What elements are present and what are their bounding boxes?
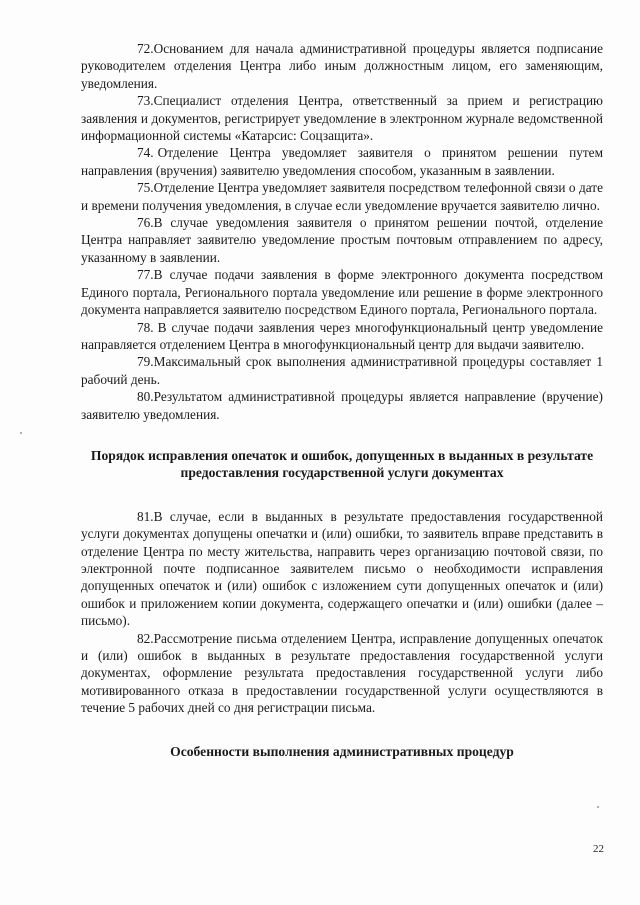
scan-speck [20, 432, 22, 434]
paragraph-74 [81, 144, 603, 179]
paragraph-text: Отделение Центра уведомляет заявителя посредством телефонной связи о дате и времени получения уведомления, в случае если уведомление вручается заявителю лично. [81, 180, 603, 213]
scan-speck [597, 806, 599, 808]
paragraph-number: 74. [137, 145, 154, 161]
section-heading-features: Особенности выполнения административных процедур [170, 743, 514, 759]
paragraph-number: 73. [137, 93, 154, 109]
paragraph-82 [81, 630, 603, 717]
paragraph-81 [81, 508, 603, 630]
page-number: 22 [593, 843, 604, 855]
paragraph-72 [81, 40, 603, 92]
paragraph-number: 72. [137, 41, 154, 56]
paragraph-text: Отделение Центра уведомляет заявителя о принятом решении путем направления (вручения) заявителю уведомления способом, указанным в заявлении. [81, 145, 603, 178]
paragraph-78 [81, 319, 603, 354]
paragraph-text: Максимальный срок выполнения административной процедуры составляет 1 рабочий день. [81, 354, 603, 387]
paragraph-number: 75. [137, 180, 154, 196]
paragraph-text: Основанием для начала административной процедуры является подписание руководителем отделения Центра либо иным должностным лицом, его заменяющим, уведомления. [81, 41, 603, 91]
paragraph-80 [81, 388, 603, 423]
paragraph-number: 82. [137, 630, 154, 646]
paragraph-text: В случае уведомления заявителя о принятом решении почтой, отделение Центра направляет заявителю уведомление простым почтовым отправлением по адресу, указанному в заявлении. [81, 215, 603, 265]
paragraph-text: Рассмотрение письма отделением Центра, исправление допущенных опечаток и (или) ошибок в выданных в результате предоставления государственной услуги документах, оформление результата предоставления государственной услуги либо мотивированного отказа в предоставлении государственной услуги осуществляются в течение 5 рабочих дней со дня регистрации письма. [81, 630, 603, 716]
paragraph-text: В случае, если в выданных в результате предоставления государственной услуги документах допущены опечатки и (или) ошибки, то заявитель вправе представить в отделение Центра по месту жительства, направить через организацию почтовой связи, по электронной почте подписанное заявителем письмо о необходимости исправления допущенных опечаток и (или) ошибок с изложением сути допущенных опечаток и (или) ошибок и приложением копии документа, содержащего опечатки и (или) ошибки (далее – письмо). [81, 508, 603, 629]
paragraph-number: 78. [137, 319, 154, 335]
paragraph-number: 81. [137, 508, 154, 524]
section-heading-corrections: Порядок исправления опечаток и ошибок, допущенных в выданных в результате предоставления государственной услуги документах [90, 447, 594, 481]
paragraph-text: Результатом административной процедуры является направление (вручение) заявителю уведомления. [81, 389, 603, 422]
paragraph-text: В случае подачи заявления через многофункциональный центр уведомление направляется отделением Центра в многофункциональный центр для выдачи заявителю. [81, 319, 603, 352]
paragraph-number: 77. [137, 267, 154, 283]
paragraph-number: 79. [137, 354, 154, 370]
paragraph-text: В случае подачи заявления в форме электронного документа посредством Единого портала, Регионального портала уведомление или решение в форме электронного документа направляется заявителю посредством Единого портала, Регионального портала. [81, 267, 603, 318]
paragraph-text: Специалист отделения Центра, ответственный за прием и регистрацию заявления и документов, регистрирует уведомление в электронном журнале ведомственной информационной системы «Катарсис: Соцзащита». [81, 93, 603, 144]
document-body [81, 40, 603, 760]
paragraph-77 [81, 266, 603, 318]
paragraph-73 [81, 92, 603, 144]
paragraph-76 [81, 214, 603, 266]
paragraph-number: 76. [137, 215, 154, 231]
paragraph-number: 80. [137, 389, 154, 405]
paragraph-75 [81, 179, 603, 214]
paragraph-79 [81, 353, 603, 388]
